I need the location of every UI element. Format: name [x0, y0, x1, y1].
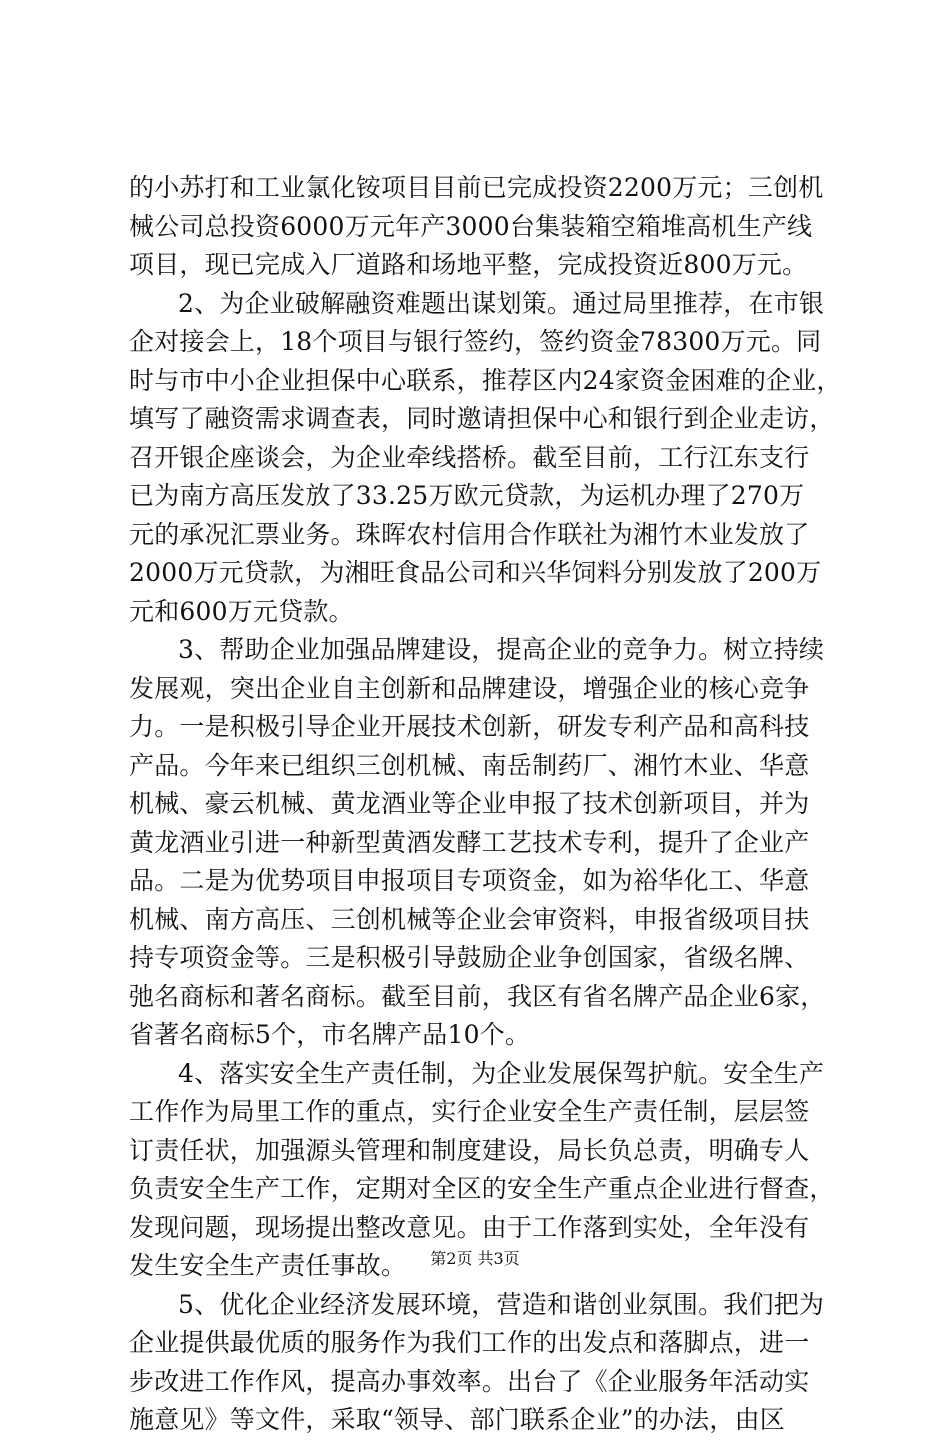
- text-line: 机械、南方高压、三创机械等企业会审资料，申报省级项目扶: [129, 905, 810, 934]
- text-line: 订责任状，加强源头管理和制度建设，局长负总责，明确专人: [129, 1136, 810, 1165]
- text-line: 械公司总投资6000万元年产3000台集装箱空箱堆高机生产线: [129, 212, 813, 241]
- text-line: 持专项资金等。三是积极引导鼓励企业争创国家，省级名牌、: [129, 943, 810, 972]
- text-line: 弛名商标和著名商标。截至目前，我区有省名牌产品企业6家，: [129, 982, 826, 1011]
- text-line: 的小苏打和工业氯化铵项目目前已完成投资2200万元；三创机: [129, 173, 824, 202]
- text-line: 项目，现已完成入厂道路和场地平整，完成投资近800万元。: [129, 250, 808, 279]
- paragraph-start-line: 2、为企业破解融资难题出谋划策。通过局里推荐，在市银: [178, 289, 825, 318]
- text-line: 产品。今年来已组织三创机械、南岳制药厂、湘竹木业、华意: [129, 751, 810, 780]
- text-line: 时与市中小企业担保中心联系，推荐区内24家资金困难的企业，: [129, 366, 842, 395]
- text-line: 负责安全生产工作，定期对全区的安全生产重点企业进行督查，: [129, 1174, 835, 1203]
- text-line: 元的承况汇票业务。珠晖农村信用合作联社为湘竹木业发放了: [129, 520, 810, 549]
- text-line: 黄龙酒业引进一种新型黄酒发酵工艺技术专利，提升了企业产: [129, 828, 810, 857]
- text-line: 机械、豪云机械、黄龙酒业等企业申报了技术创新项目，并为: [129, 789, 810, 818]
- text-line: 发展观，突出企业自主创新和品牌建设，增强企业的核心竞争: [129, 674, 810, 703]
- text-line: 力。一是积极引导企业开展技术创新，研发专利产品和高科技: [129, 712, 810, 741]
- text-line: 工作作为局里工作的重点，实行企业安全生产责任制，层层签: [129, 1097, 810, 1126]
- paragraph-start-line: 3、帮助企业加强品牌建设，提高企业的竞争力。树立持续: [178, 635, 825, 664]
- text-line: 2000万元贷款，为湘旺食品公司和兴华饲料分别发放了200万: [129, 558, 822, 587]
- text-line: 发现问题，现场提出整改意见。由于工作落到实处，全年没有: [129, 1213, 810, 1242]
- text-line: 召开银企座谈会，为企业牵线搭桥。截至目前，工行江东支行: [129, 443, 810, 472]
- text-line: 已为南方高压发放了33.25万欧元贷款，为运机办理了270万: [129, 481, 805, 510]
- text-line: 品。二是为优势项目申报项目专项资金，如为裕华化工、华意: [129, 866, 810, 895]
- text-line: 省著名商标5个，市名牌产品10个。: [129, 1020, 531, 1049]
- text-line: 填写了融资需求调查表，同时邀请担保中心和银行到企业走访，: [129, 404, 835, 433]
- text-line: 元和600万元贷款。: [129, 597, 354, 626]
- paragraph-start-line: 4、落实安全生产责任制，为企业发展保驾护航。安全生产: [178, 1059, 825, 1088]
- text-line: 企业提供最优质的服务作为我们工作的出发点和落脚点，进一: [129, 1328, 810, 1357]
- page-number-footer: 第2页 共3页: [430, 1249, 520, 1268]
- text-line: 施意见》等文件，采取“领导、部门联系企业”的办法，由区: [129, 1405, 785, 1434]
- text-line: 发生安全生产责任事故。: [129, 1251, 407, 1280]
- text-line: 企对接会上，18个项目与银行签约，签约资金78300万元。同: [129, 327, 822, 356]
- text-line: 步改进工作作风，提高办事效率。出台了《企业服务年活动实: [129, 1367, 810, 1396]
- paragraph-start-line: 5、优化企业经济发展环境，营造和谐创业氛围。我们把为: [178, 1290, 825, 1319]
